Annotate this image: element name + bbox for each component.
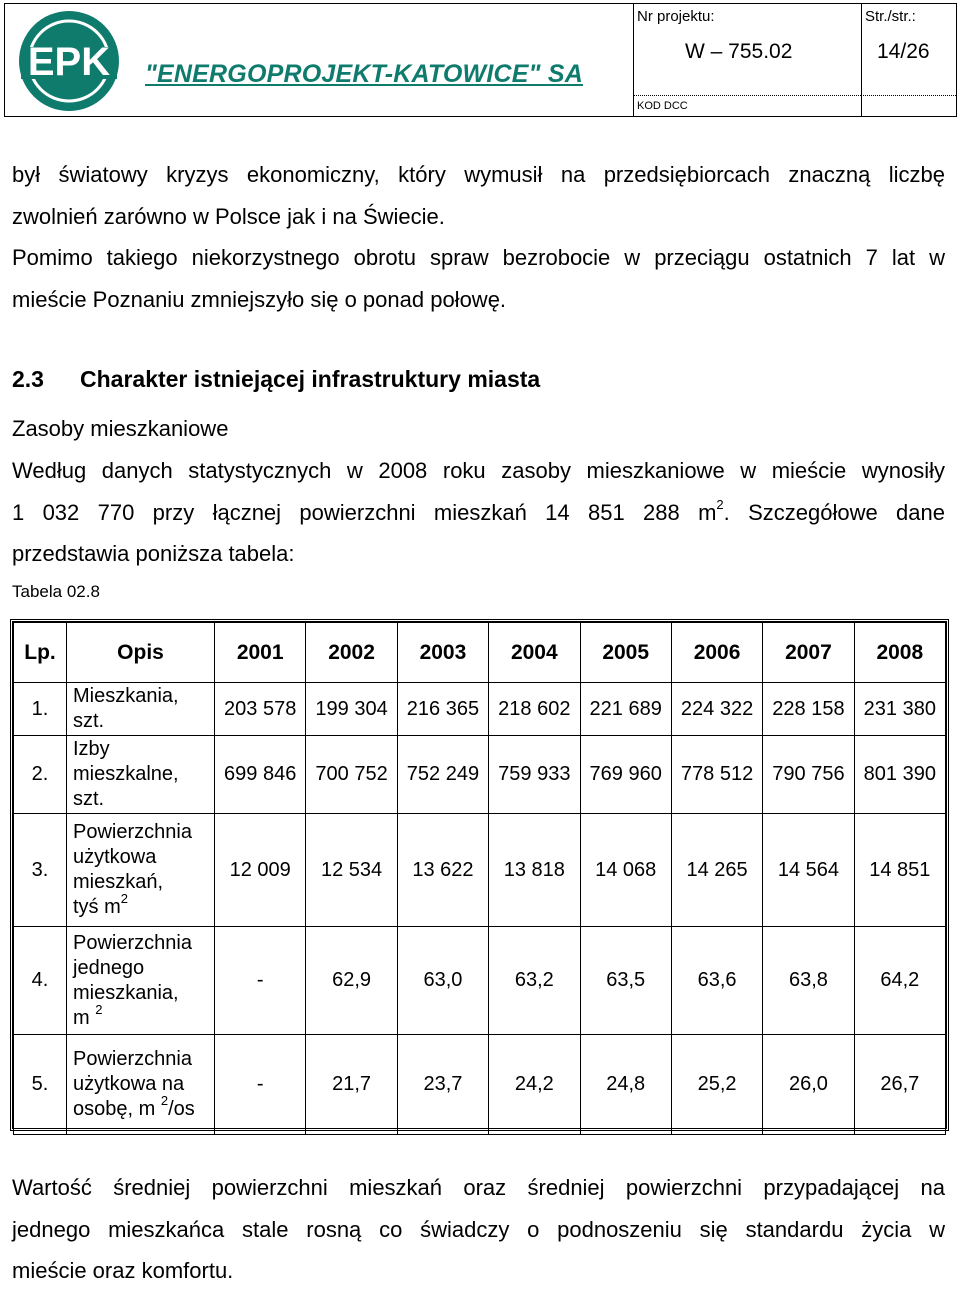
table-cell: 26,7 [854,1035,945,1135]
table-caption: Tabela 02.8 [12,582,100,601]
table-cell: 778 512 [671,736,762,814]
table-row [14,927,946,1035]
text-line: Wartość średniej powierzchni mieszkań oraz średniej powierzchni przypadającej na [12,1175,945,1200]
text-line: mieście Poznaniu zmniejszyło się o ponad połowę. [12,286,507,312]
table-cell: 21,7 [306,1035,397,1135]
dotted-divider [633,95,861,96]
page-number-cell [861,4,956,116]
row-number: 3. [14,814,67,927]
table-cell: 224 322 [671,683,762,736]
column-header: 2008 [854,623,945,683]
table-cell: 24,8 [580,1035,671,1135]
row-description: Powierzchnia jednego mieszkania, m $^2$ [67,927,215,1035]
table-cell: 752 249 [397,736,488,814]
svg-text:EPK: EPK [27,40,111,84]
column-header: Lp. [14,623,67,683]
column-header: 2005 [580,623,671,683]
row-number: 4. [14,927,67,1035]
table-cell: 790 756 [763,736,854,814]
text-line: jednego mieszkańca stale rosną co świadczy o podnoszeniu się standardu życia w [12,1216,945,1242]
table-cell: 700 752 [306,736,397,814]
row-description: Mieszkania, szt. [67,683,215,736]
table-row [14,683,946,736]
text-line: zwolnień zarówno w Polsce jak i na Świecie. [12,203,445,229]
row-description: Powierzchnia użytkowa mieszkań, tyś $m^2$ [67,814,215,927]
table-cell: 14 564 [763,814,854,927]
table-cell: 14 851 [854,814,945,927]
project-number: W – 755.02 [685,40,793,63]
page-label: Str./str.: [865,8,916,25]
column-header: 2001 [215,623,306,683]
table-cell: 24,2 [489,1035,580,1135]
project-number-cell [633,4,862,116]
table-cell: 199 304 [306,683,397,736]
table-cell: 26,0 [763,1035,854,1135]
text-line: Według danych statystycznych w 2008 roku zasoby mieszkaniowe w mieście wynosiły [12,458,945,483]
table-cell: 216 365 [397,683,488,736]
column-header: 2002 [306,623,397,683]
section-number: 2.3 [12,366,44,392]
text-line: przedstawia poniższa tabela: [12,541,295,566]
table-row [14,1035,946,1135]
row-description: Powierzchnia użytkowa na osobę, m $^2$/os [67,1035,215,1135]
table-header-row [14,623,946,683]
table-cell: 14 265 [671,814,762,927]
column-header: 2003 [397,623,488,683]
row-number: 2. [14,736,67,814]
column-header: 2004 [489,623,580,683]
table-cell: - [215,1035,306,1135]
row-number: 1. [14,683,67,736]
row-description: Izby mieszkalne, szt. [67,736,215,814]
table-row [14,814,946,927]
table-cell: 23,7 [397,1035,488,1135]
table-cell: 228 158 [763,683,854,736]
paragraph-conclusion [12,1167,945,1292]
table-cell: 231 380 [854,683,945,736]
housing-table [10,619,949,1131]
table-cell: 63,0 [397,927,488,1035]
company-name: "ENERGOPROJEKT-KATOWICE" SA [145,60,583,88]
paragraph-housing [12,450,945,575]
table-cell: 63,6 [671,927,762,1035]
dotted-divider [861,95,956,96]
project-label: Nr projektu: [637,8,715,25]
section-title: Charakter istniejącej infrastruktury miasta [80,366,541,392]
table-cell: 64,2 [854,927,945,1035]
table-cell: 63,2 [489,927,580,1035]
kod-dcc-label: KOD DCC [637,100,688,112]
logo-cell [5,4,634,116]
paragraph-crisis [12,154,945,320]
document-header [4,3,957,117]
table-cell: 769 960 [580,736,671,814]
column-header: 2006 [671,623,762,683]
table-cell: 14 068 [580,814,671,927]
section-heading [12,366,540,393]
table-cell: 25,2 [671,1035,762,1135]
table-cell: 12 534 [306,814,397,927]
table-cell: 203 578 [215,683,306,736]
table-cell: 218 602 [489,683,580,736]
table-cell: - [215,927,306,1035]
table-cell: 759 933 [489,736,580,814]
text-line: mieście oraz komfortu. [12,1258,234,1283]
row-number: 5. [14,1035,67,1135]
text-line: był światowy kryzys ekonomiczny, który wymusił na przedsiębiorcach znaczną liczbę [12,162,945,187]
section-subtitle: Zasoby mieszkaniowe [12,416,229,441]
epk-logo [13,7,125,115]
table-cell: 13 622 [397,814,488,927]
table-row [14,736,946,814]
table-cell: 12 009 [215,814,306,927]
text-line: Pomimo takiego niekorzystnego obrotu spraw bezrobocie w przeciągu ostatnich 7 lat w [12,245,945,270]
column-header: Opis [67,623,215,683]
table-cell: 699 846 [215,736,306,814]
text-line: 1 032 770 przy łącznej powierzchni mieszkań 14 851 288 $m^2$. Szczegółowe dane [12,497,946,525]
table-cell: 221 689 [580,683,671,736]
table-cell: 63,5 [580,927,671,1035]
table-cell: 62,9 [306,927,397,1035]
table-cell: 801 390 [854,736,945,814]
page-number: 14/26 [877,40,930,63]
column-header: 2007 [763,623,854,683]
table-cell: 63,8 [763,927,854,1035]
table-cell: 13 818 [489,814,580,927]
